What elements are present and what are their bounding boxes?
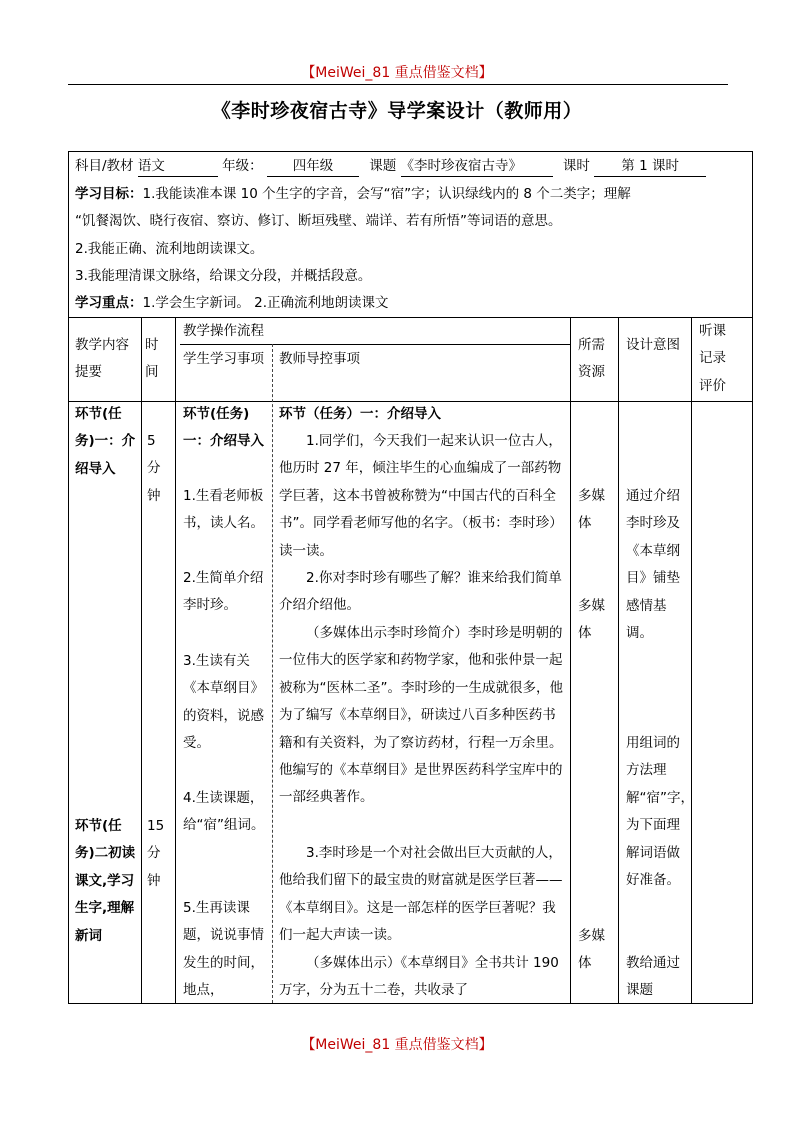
design-1: 通过介绍李时珍及《本草纲目》铺垫感情基调。 — [626, 488, 680, 642]
footer-banner: 【MeiWei_81 重点借鉴文档】 — [301, 1037, 493, 1053]
rule-under-focus — [69, 317, 752, 318]
period-label: 课时 — [562, 158, 590, 174]
student-step-1: 1.生看老师板书，读人名。 — [183, 488, 264, 532]
head-resource: 所需资源 — [578, 337, 605, 381]
topic-value: 《李时珍夜宿古寺》 — [401, 156, 553, 177]
header-rule — [68, 84, 728, 85]
document-title: 《李时珍夜宿古寺》导学案设计（教师用） — [211, 100, 583, 122]
student-title: 环节(任务)一：介绍导入 — [183, 406, 264, 450]
student-step-5: 5.生再读课题，说说事情发生的时间，地点， — [183, 900, 264, 999]
head-design: 设计意图 — [626, 337, 680, 353]
period-value: 第 1 课时 — [594, 156, 706, 177]
goals-line-2: “饥餐渴饮、晓行夜宿、察访、修订、断垣残壁、端详、若有所悟”等词语的意思。 — [75, 213, 562, 229]
focus-text: 1.学会生字新词。 2.正确流利地朗读课文 — [142, 295, 389, 311]
teacher-para-5: （多媒体出示）《本草纲目》全书共计 190 万字，分为五十二卷，共收录了 — [279, 955, 559, 999]
grade-value: 四年级 — [267, 156, 359, 177]
col-line-1 — [141, 317, 142, 1003]
goals-label: 学习目标： — [75, 186, 143, 202]
col-line-3 — [272, 344, 273, 1003]
head-content: 教学内容提要 — [75, 337, 129, 381]
col-line-5 — [618, 317, 619, 1003]
design-2: 用组词的方法理解“宿”字，为下面理解词语做好准备。 — [626, 735, 694, 889]
teacher-para-1: 1.同学们，今天我们一起来认识一位古人，他历时 27 年，倾注毕生的心血编成了一部药物学巨著，这本书曾被称赞为“中国古代的百科全书”。同学看老师写他的名字。（板书：李时珍）读一读。 — [279, 433, 563, 559]
head-student: 学生学习事项 — [183, 351, 264, 367]
info-row — [75, 153, 706, 180]
section-1-time: 5分钟 — [147, 433, 161, 504]
head-teacher: 教师导控事项 — [279, 351, 360, 367]
goals-line-4: 3.我能理清课文脉络，给课文分段，并概括段意。 — [75, 268, 372, 284]
section-2-name: 环节(任务)二初读课文,学习生字,理解新词 — [75, 818, 136, 944]
section-2-time: 15分钟 — [147, 818, 165, 889]
section-1-name: 环节(任务)一：介绍导入 — [75, 406, 136, 477]
head-eval: 听课记录评价 — [699, 323, 726, 394]
teacher-para-3: （多媒体出示李时珍简介）李时珍是明朝的一位伟大的医学家和药物学家，他和张仲景一起被称为“医林二圣”。李时珍的一生成就很多，他为了编写《本草纲目》，研读过八百多种医药书籍和有关资料，为了察访药材，行程一万余里。他编写的《本草纲目》是世界医药科学宝库中的一部经典著作。 — [279, 625, 563, 806]
subject-label: 科目/教材 — [75, 158, 134, 174]
goals-line-1 — [75, 181, 631, 208]
header-banner: 【MeiWei_81 重点借鉴文档】 — [301, 65, 493, 81]
subject-value: 语文 — [138, 156, 218, 177]
focus-line — [75, 290, 389, 317]
lesson-plan-table — [68, 151, 753, 1004]
col-line-6 — [691, 317, 692, 1003]
goals-text-1: 1.我能读准本课 10 个生字的字音，会写“宿”字；认识绿线内的 8 个二类字；理解 — [142, 186, 631, 202]
head-time: 时间 — [145, 337, 159, 381]
col-line-2 — [175, 317, 176, 1003]
col-line-4 — [570, 317, 571, 1003]
grade-label: 年级： — [222, 158, 263, 174]
resource-3: 多媒体 — [578, 928, 605, 972]
student-step-2: 2.生简单介绍李时珍。 — [183, 570, 264, 614]
student-step-4: 4.生读课题，给“宿”组词。 — [183, 790, 265, 834]
focus-label: 学习重点： — [75, 295, 143, 311]
resource-1: 多媒体 — [578, 488, 605, 532]
design-3: 教给通过课题 — [626, 955, 680, 999]
goals-line-3: 2.我能正确、流利地朗读课文。 — [75, 241, 264, 257]
head-process: 教学操作流程 — [183, 323, 264, 339]
student-step-3: 3.生读有关《本草纲目》的资料，说感受。 — [183, 653, 264, 752]
topic-label: 课题 — [369, 158, 397, 174]
resource-2: 多媒体 — [578, 598, 605, 642]
teacher-para-2: 2.你对李时珍有哪些了解？谁来给我们简单介绍介绍他。 — [279, 570, 562, 614]
teacher-title: 环节（任务）一：介绍导入 — [279, 406, 441, 422]
teacher-para-4: 3.李时珍是一个对社会做出巨大贡献的人，他给我们留下的最宝贵的财富就是医学巨著——《本草纲目》。这是一部怎样的医学巨著呢？我们一起大声读一读。 — [279, 845, 563, 944]
